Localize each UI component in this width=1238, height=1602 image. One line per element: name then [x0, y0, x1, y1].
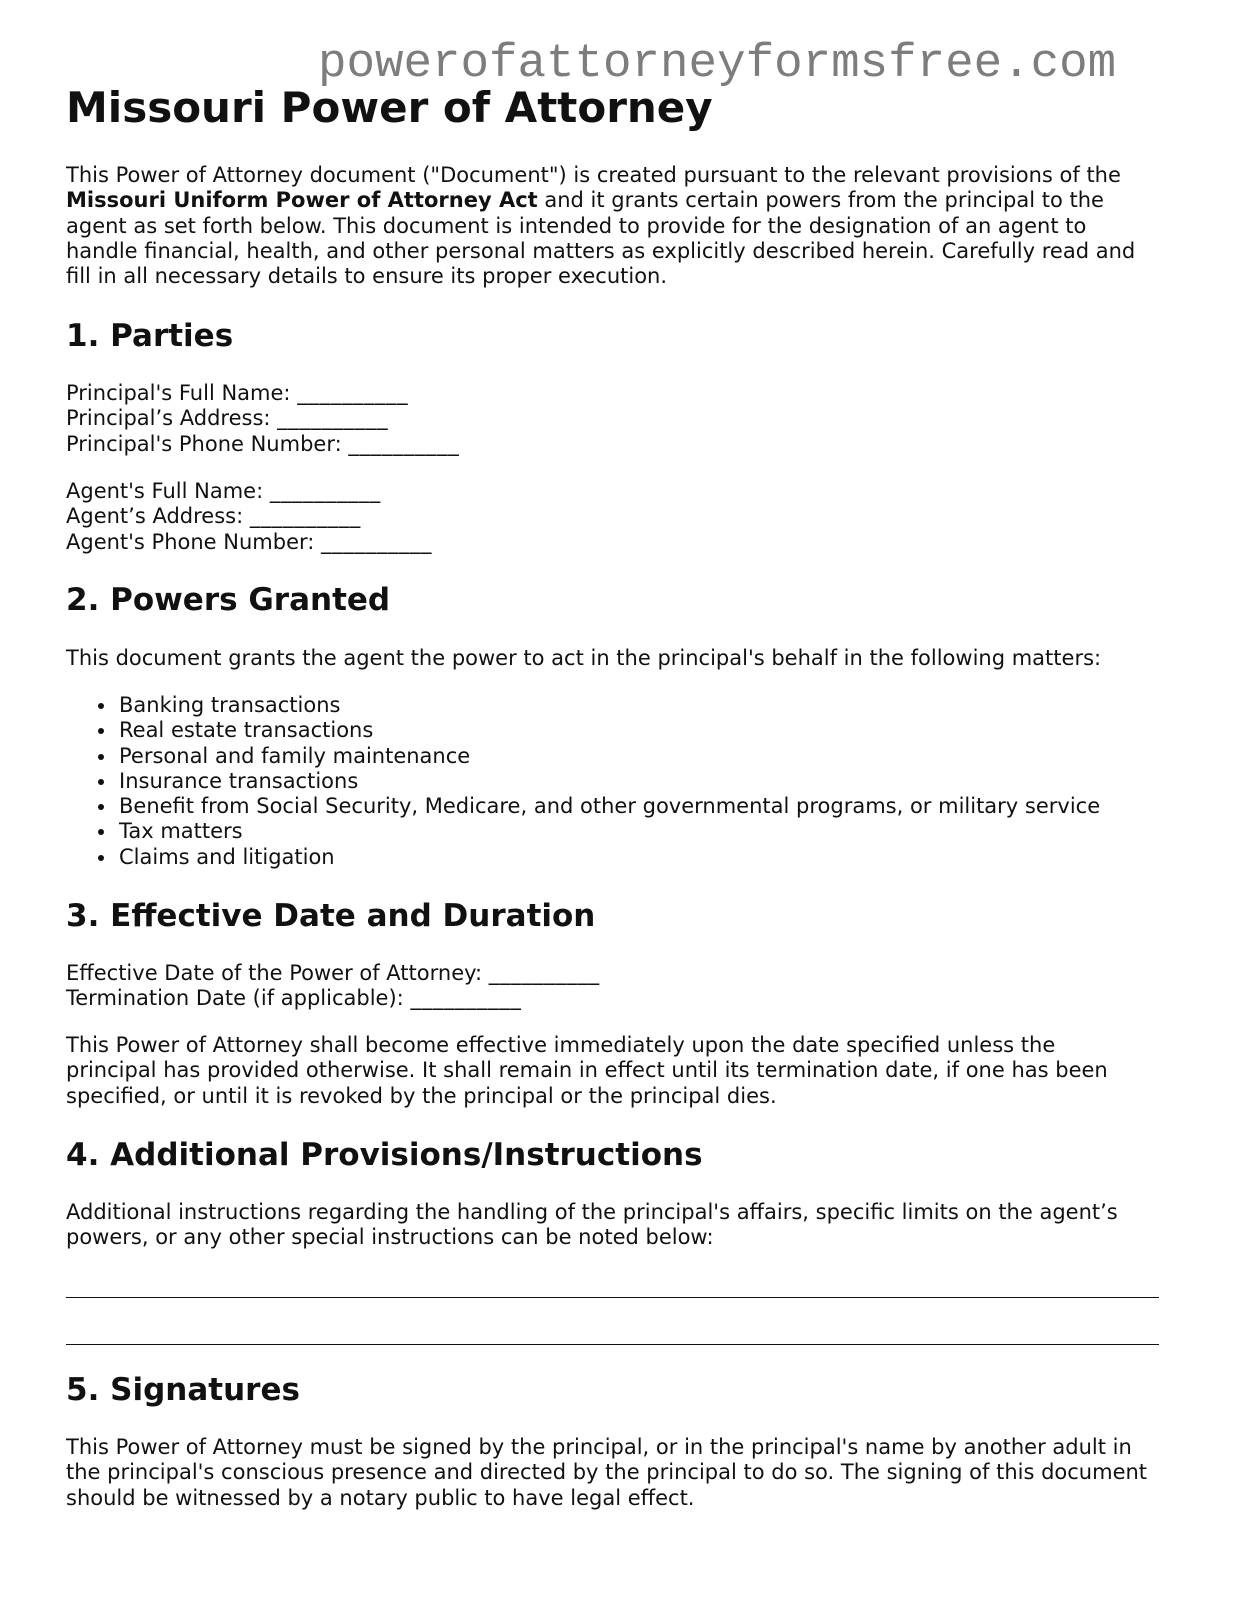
- principal-name-field[interactable]: [66, 381, 1166, 406]
- intro-text: This Power of Attorney document ("Document") is created pursuant to the relevant provisions of the: [66, 163, 1121, 187]
- blank-line[interactable]: __________: [410, 986, 522, 1011]
- field-label: Principal's Phone Number:: [66, 431, 342, 456]
- agent-address-field[interactable]: [66, 504, 1166, 529]
- field-label: Agent’s Address:: [66, 504, 244, 529]
- blank-line[interactable]: __________: [249, 504, 361, 529]
- principal-phone-field[interactable]: [66, 432, 1166, 457]
- blank-line[interactable]: __________: [488, 961, 600, 985]
- effective-text: This Power of Attorney shall become effective immediately upon the date specified unless the principal has provided otherwise. It shall remain in effect until its termination date, if one has been specified, or until it is revoked by the principal or the principal dies.: [66, 1033, 1108, 1108]
- section-heading-powers: 2. Powers Granted: [66, 582, 391, 618]
- field-label: Effective Date of the Power of Attorney:: [66, 961, 483, 985]
- field-label: Termination Date (if applicable):: [66, 986, 404, 1011]
- intro-text-cont: and it grants certain powers from the principal to the agent as set forth below. This document is intended to provide for the designation of an agent to handle financial, health, and other personal matters as explicitly described herein. Carefully read and fill in all necessary details to ensure its proper execution.: [66, 188, 1136, 289]
- list-item: Personal and family maintenance: [66, 744, 1166, 769]
- list-item: Banking transactions: [66, 693, 1166, 718]
- instructions-line-1[interactable]: [66, 1297, 1159, 1298]
- list-item: Real estate transactions: [66, 718, 1166, 743]
- section-heading-effective: 3. Effective Date and Duration: [66, 898, 596, 934]
- blank-line[interactable]: __________: [269, 479, 381, 503]
- agent-name-field[interactable]: [66, 479, 1166, 504]
- blank-line[interactable]: __________: [277, 406, 389, 431]
- section-heading-signatures: 5. Signatures: [66, 1372, 300, 1408]
- section-heading-additional: 4. Additional Provisions/Instructions: [66, 1137, 703, 1173]
- list-item: Insurance transactions: [66, 769, 1166, 794]
- section-heading-parties: 1. Parties: [66, 318, 234, 354]
- blank-line[interactable]: __________: [348, 431, 460, 456]
- field-label: Principal's Full Name:: [66, 381, 291, 405]
- field-label: Agent's Full Name:: [66, 479, 264, 503]
- blank-line[interactable]: __________: [297, 381, 409, 405]
- field-label: Principal’s Address:: [66, 406, 271, 431]
- list-item: Claims and litigation: [66, 845, 1166, 870]
- act-name: Missouri Uniform Power of Attorney Act: [66, 188, 538, 213]
- agent-phone-field[interactable]: [66, 530, 1166, 555]
- additional-text: Additional instructions regarding the handling of the principal's affairs, specific limits on the agent’s powers, or any other special instructions can be noted below:: [66, 1200, 1118, 1250]
- list-item: Benefit from Social Security, Medicare, and other governmental programs, or military service: [66, 794, 1166, 819]
- blank-line[interactable]: __________: [321, 529, 433, 554]
- effective-date-field[interactable]: [66, 961, 1166, 986]
- agent-fields: [66, 479, 1166, 555]
- signatures-text: This Power of Attorney must be signed by the principal, or in the principal's name by another adult in the principal's conscious presence and directed by the principal to do so. The signing of this document should be witnessed by a notary public to have legal effect.: [66, 1435, 1148, 1510]
- page-title: Missouri Power of Attorney: [66, 83, 713, 132]
- powers-list: [66, 693, 1166, 870]
- powers-intro: This document grants the agent the power to act in the principal's behalf in the following matters:: [66, 646, 1102, 670]
- instructions-line-2[interactable]: [66, 1344, 1159, 1345]
- list-item: Tax matters: [66, 819, 1166, 844]
- principal-fields: [66, 381, 1166, 457]
- watermark: powerofattorneyformsfree.com: [318, 37, 1117, 91]
- principal-address-field[interactable]: [66, 406, 1166, 431]
- field-label: Agent's Phone Number:: [66, 529, 315, 554]
- date-fields: [66, 961, 1166, 1012]
- intro-paragraph: [66, 163, 1151, 289]
- termination-date-field[interactable]: [66, 986, 1166, 1011]
